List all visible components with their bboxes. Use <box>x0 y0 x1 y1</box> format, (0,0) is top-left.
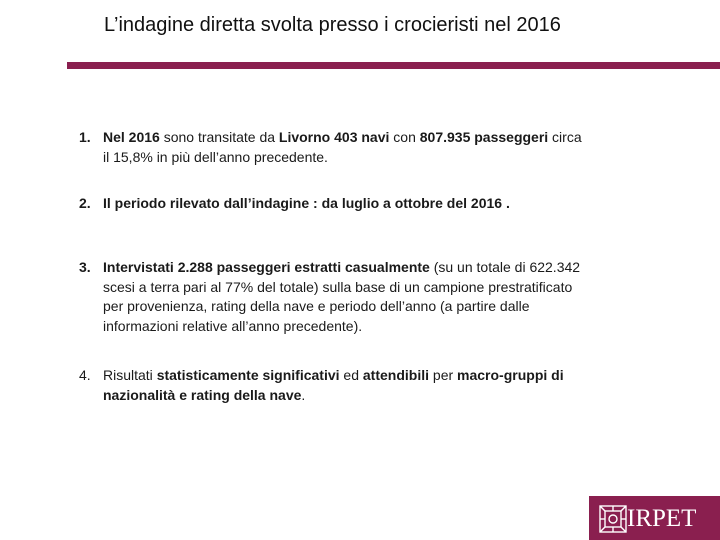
text-run: Livorno 403 navi <box>278 129 390 145</box>
text-line: informazioni relative all’anno precedente). <box>103 317 363 334</box>
text-run: 807.935 passeggeri <box>419 129 549 145</box>
list-item-2 <box>79 194 679 214</box>
text-run: nazionalità e rating della nave <box>103 386 302 403</box>
list-item-text <box>103 258 679 336</box>
list-number: 2. <box>79 195 91 211</box>
text-run: statisticamente significativi <box>156 367 340 383</box>
title-divider <box>67 62 720 69</box>
text-run: con <box>389 129 420 145</box>
irpet-logo <box>589 496 720 540</box>
text-run: Nel 2016 <box>103 129 160 145</box>
text-run: attendibili <box>362 367 430 383</box>
list-number: 4. <box>79 367 91 383</box>
text-run: circa <box>548 129 582 145</box>
text-run: ed <box>339 367 363 383</box>
text-run: Risultati <box>103 367 157 383</box>
slide-title: L’indagine diretta svolta presso i crocieristi nel 2016 <box>104 14 561 36</box>
text-run: . <box>301 386 306 403</box>
text-run: (su un totale di 622.342 <box>429 259 581 275</box>
text-run: sono transitate da <box>159 129 279 145</box>
list-item-4 <box>79 366 679 405</box>
list-item-text <box>103 366 679 405</box>
text-run: macro-gruppi di <box>457 367 564 383</box>
text-run: Intervistati 2.288 passeggeri estratti casualmente <box>103 259 430 275</box>
list-item-3 <box>79 258 679 336</box>
list-item-text: Il periodo rilevato dall’indagine : da luglio a ottobre del 2016 . <box>103 195 510 211</box>
text-line: scesi a terra pari al 77% del totale) sulla base di un campione prestratificato <box>103 278 573 295</box>
list-number: 1. <box>79 129 91 145</box>
irpet-emblem-icon <box>598 504 628 534</box>
list-item-text <box>103 128 679 167</box>
logo-text: IRPET <box>627 505 697 532</box>
text-run: per <box>429 367 458 383</box>
text-line: per provenienza, rating della nave e periodo dell’anno (a partire dalle <box>103 298 530 314</box>
text-line: il 15,8% in più dell’anno precedente. <box>103 148 328 165</box>
list-item-1 <box>79 128 679 167</box>
list-number: 3. <box>79 259 91 275</box>
